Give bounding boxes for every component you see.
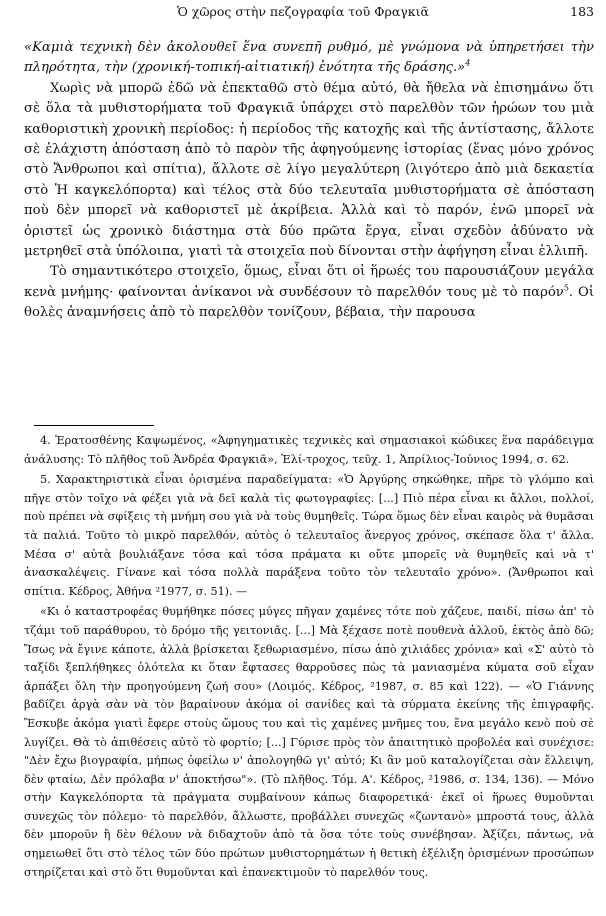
body-text: [24, 38, 594, 324]
footnotes: [24, 432, 594, 884]
quote-text: «Καμιὰ τεχνικὴ δὲν ἀκολουθεῖ ἕνα συνεπῆ ρυθμό, μὲ γνώμονα νὰ ὑπηρετήσει τὴν πληρότητα, τὴν (χρονική-τοπική-αἰτιατική) ἑνότητα τῆς δράσης.»: [24, 40, 594, 76]
paragraph-2-text: Τὸ σημαντικότερο στοιχεῖο, ὅμως, εἶναι ὅτι οἱ ἥρωές του παρουσιάζουν μεγάλα κενὰ μνήμης· φαίνονται ἀνίκανοι νὰ συνδέσουν τὸ παρελθόν τους μὲ τὸ παρόν: [24, 264, 594, 300]
page-number: 183: [570, 4, 594, 19]
paragraph-2: [24, 262, 594, 323]
running-title: Ὁ χῶρος στὴν πεζογραφία τοῦ Φραγκιᾶ: [177, 4, 429, 19]
footnote-4: 4. Ἐρατοσθένης Καψωμένος, «Ἀφηγηματικὲς τεχνικὲς καὶ σημασιακοὶ κώδικες ἕνα παράδειγμα ἀνάλυσης: Τὸ πλῆθος τοῦ Ἀνδρέα Φραγκιᾶ», Ἐλί-τροχος, τεῦχ. 1, Ἀπρίλιος-Ἰούνιος 1994, σ. 62.: [24, 434, 594, 466]
footnote-ref-5: 5: [563, 283, 569, 293]
footnote-5: 5. Χαρακτηριστικὰ εἶναι ὁρισμένα παραδείγματα: «Ὁ Ἀργύρης σηκώθηκε, πῆρε τὸ γλόμπο καὶ πῆγε στὸν τοῖχο νὰ φέξει γιὰ νὰ δεῖ καλὰ τὶς φωτογραφίες. [...] Πιὸ πέρα εἶναι κι ἄλλοι, πολλοί, ποὺ πρέπει νὰ σφίξεις τὴ μνήμη σου γιὰ νὰ τοὺς θυμηθεῖς. Τώρα ὅμως δὲν εἶναι καιρὸς νὰ θυμᾶσαι τὰ παλιά. Τοῦτο τὸ μικρὸ παρελθόν, αὐτὸς ὁ τελευταῖος ἄνεργος χρόνος, σκέπασε ὅλα τ' ἄλλα. Μέσα σ' αὐτὰ βουλιάξανε τόσα καὶ τόσα πράματα κι οὔτε μπορεῖς νὰ θυμηθεῖς καὶ νὰ τ' ἀνασκαλέψεις. Γίνανε καὶ τόσα πολλὰ παράξενα τοῦτο τὸν τελευταῖο χρόνο». (Ἄνθρωποι καὶ σπίτια. Κέδρος, Ἀθήνα ²1977, σ. 51). —: [24, 473, 594, 598]
footnote-5-continued: «Κι ὁ καταστροφέας θυμήθηκε πόσες μύγες πῆγαν χαμένες τότε ποὺ χάζευε, παιδί, πίσω ἀπ' τὸ τζάμι τοῦ παράθυρου, τὸ δρόμο τῆς γειτονιᾶς. [...] Μὰ ξέχασε ποτὲ πουθενὰ ἀλλοῦ, ἐκτὸς ἀπὸ δῶ; Ἴσως νὰ ἔγινε κάποτε, ἀλλὰ βρίσκεται ξεθωριασμένο, πίσω ἀπὸ χιλιάδες χρόνια» καὶ «Σ' αὐτὸ τὸ ταξίδι ξεπλήθηκες ὁλότελα κι ὅταν ἔφτασες θαρροῦσες πὼς τὰ μανιασμένα κύματα σοῦ εἶχαν ἀρπάξει ὅλη τὴν προηγούμενη ζωή σου» (Λοιμός. Κέδρος, ²1987, σ. 85 καὶ 122). — «Ὁ Γιάννης βαδίζει ἀργὰ σὰν νὰ τὸν βαραίνουν ἀκόμα οἱ σανίδες καὶ τὰ σύρματα ἐκείνης τῆς ἐπιγραφῆς. Ἔσκυβε ἀκόμα γιατὶ ἔφερε στοὺς ὤμους του καὶ τὶς χαμένες μνῆμες του, ἕνα μεγάλο κενὸ ποὺ σὲ λυγίζει. Θὰ τὸ ἀπιθέσεις αὐτὸ τὸ φορτίο; [...] Γύρισε πρὸς τὸν ἀπαιτητικὸ προβολέα καὶ συνέχισε: "Δὲν ἔχω βιογραφία, μήπως ὀφείλω ν' ἀπολογηθῶ γι' αὐτό; Κι ἂν μοῦ καταλογίζεται σὰν ἔλλειψη, δὲν φταίω, Δὲν πρόλαβα ν' ἀποκτήσω"». (Τὸ πλῆθος. Τόμ. Α'. Κέδρος, ²1986, σ. 134, 136). — Μόνο στὴν Καγκελόπορτα τὰ πράγματα συμβαίνουν κάπως διαφορετικά· ἐκεῖ οἱ ἥρωες θυμοῦνται συνεχῶς τὸν πόλεμο· τὸ παρελθόν, ἄλλωστε, προβάλλει συνεχῶς «ζωντανὸ» μπροστά τους, ἀλλὰ δὲν μποροῦν ἢ δὲν θέλουν νὰ διδαχτοῦν ἀπὸ τὰ ὅσα τότε τοὺς συνέβησαν. Ἀξίζει, πάντως, νὰ σημειωθεῖ ὅτι στὸ τέλος τῶν δύο πρώτων μυθιστορημάτων ἡ θετικὴ ἐξέλιξη ὁρισμένων προσώπων στηρίζεται καὶ στὸ ὅτι θυμοῦνται καὶ ἐπανεκτιμοῦν τὸ παρελθόν τους.: [24, 605, 594, 879]
running-head: [0, 4, 606, 22]
footnote-rule: [34, 425, 154, 426]
paragraph-1: Χωρὶς νὰ μπορῶ ἐδῶ νὰ ἐπεκταθῶ στὸ θέμα αὐτό, θὰ ἤθελα νὰ ἐπισημάνω ὅτι σὲ ὅλα τὰ μυθιστορήματα τοῦ Φραγκιᾶ ὑπάρχει στὸ παρελθὸν τῶν ἡρώων του μιὰ καθοριστικὴ χρονικὴ περίοδος: ἡ περίοδος τῆς κατοχῆς καὶ τῆς ἀντίστασης, ἄλλοτε σὲ ἐλάχιστη ἀπόσταση ἀπὸ τὸ παρὸν τῆς ἀφηγούμενης ἱστορίας (ἕνας μόνο χρόνος στὸ Ἄνθρωποι καὶ σπίτια), ἄλλοτε σὲ λίγο μεγαλύτερη (λιγότερο ἀπὸ μιὰ δεκαετία στὸ Ἡ καγκελόπορτα) καὶ τέλος στὰ δύο τελευταῖα μυθιστορήματα σὲ ἀπόσταση ποὺ δὲν μπορεῖ νὰ καθοριστεῖ μὲ ἀκρίβεια. Ἀλλὰ καὶ τὸ παρόν, ἐνῶ μπορεῖ νὰ ὁριστεῖ ὡς χρονικὸ διάστημα στὰ δύο πρῶτα ἔργα, εἶναι σχεδὸν ἀδύνατο νὰ μετρηθεῖ στὰ ὑπόλοιπα, γιατὶ τὰ στοιχεῖα ποὺ δίνονται στὴν ἀφήγηση εἶναι ἐλλιπῆ.: [24, 80, 594, 260]
paragraph-2-continued: . Οἱ θολὲς ἀναμνήσεις ἀπὸ τὸ παρελθὸν τονίζουν, βέβαια, τὴν παρουσα: [24, 284, 594, 321]
footnote-ref-4: 4: [465, 59, 471, 69]
block-quote: [24, 38, 594, 79]
